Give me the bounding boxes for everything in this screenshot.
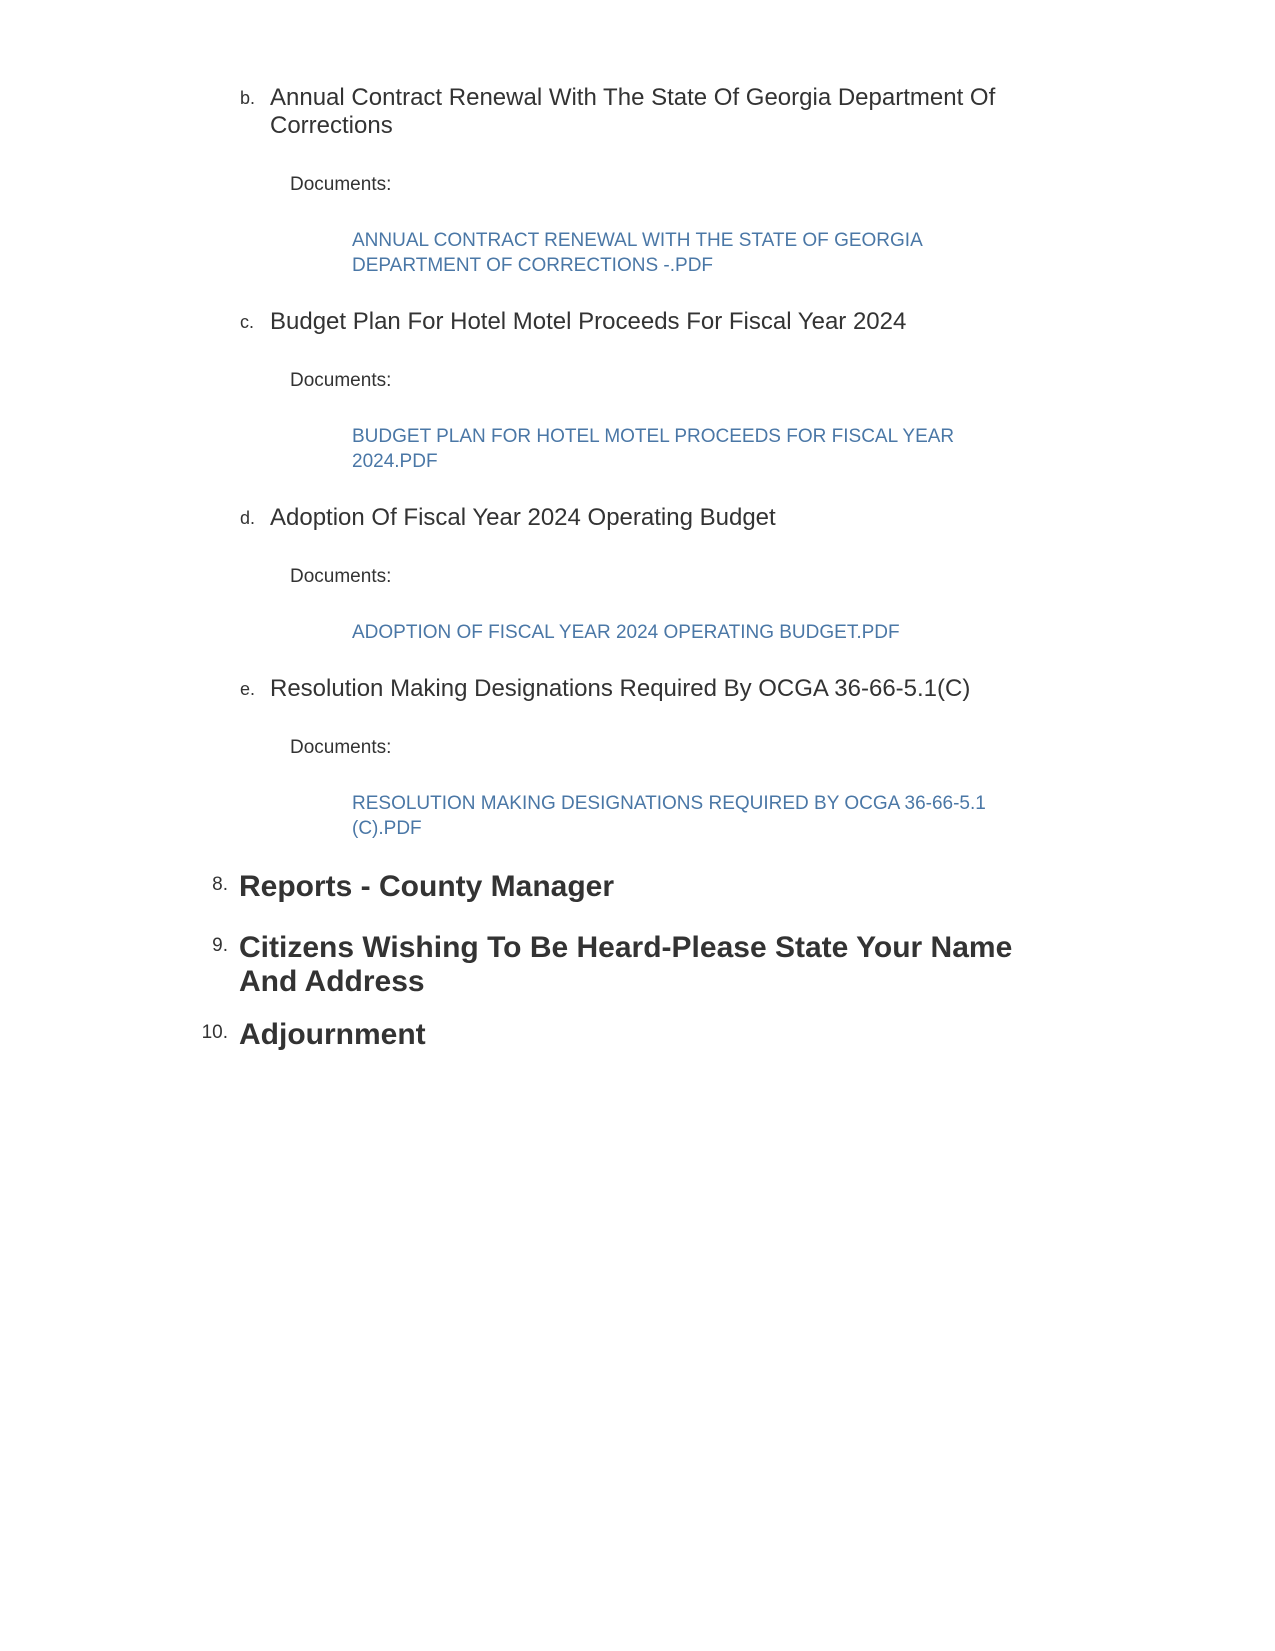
subitem-letter: c.	[240, 312, 255, 332]
subitem-title: Budget Plan For Hotel Motel Proceeds For Fiscal Year 2024	[270, 308, 907, 335]
item-number: 9.	[212, 935, 228, 956]
document-link[interactable]: ADOPTION OF FISCAL YEAR 2024 OPERATING BUDGET.PDF	[352, 622, 900, 643]
documents-label: Documents:	[290, 370, 392, 391]
subitem-letter: e.	[240, 679, 256, 699]
subitem-title: Adoption Of Fiscal Year 2024 Operating Budget	[270, 504, 776, 531]
item-title: Adjournment	[239, 1018, 426, 1051]
item-number: 10.	[201, 1022, 228, 1043]
subitem-letter: b.	[240, 88, 256, 108]
documents-label: Documents:	[290, 566, 392, 587]
document-link[interactable]: RESOLUTION MAKING DESIGNATIONS REQUIRED BY OCGA 36-66-5.1 (C).PDF	[352, 793, 986, 839]
subitem-title: Annual Contract Renewal With The State Of Georgia Department Of Corrections	[270, 84, 996, 139]
documents-label: Documents:	[290, 174, 392, 195]
item-title: Citizens Wishing To Be Heard-Please State Your Name And Address	[239, 931, 1013, 998]
subitem-letter: d.	[240, 508, 256, 528]
documents-label: Documents:	[290, 737, 392, 758]
item-title: Reports - County Manager	[239, 870, 615, 903]
document-link[interactable]: ANNUAL CONTRACT RENEWAL WITH THE STATE OF GEORGIA DEPARTMENT OF CORRECTIONS -.PDF	[352, 230, 922, 276]
subitem-title: Resolution Making Designations Required By OCGA 36-66-5.1(C)	[270, 675, 971, 702]
document-link[interactable]: BUDGET PLAN FOR HOTEL MOTEL PROCEEDS FOR FISCAL YEAR 2024.PDF	[352, 426, 955, 472]
item-number: 8.	[212, 874, 228, 895]
